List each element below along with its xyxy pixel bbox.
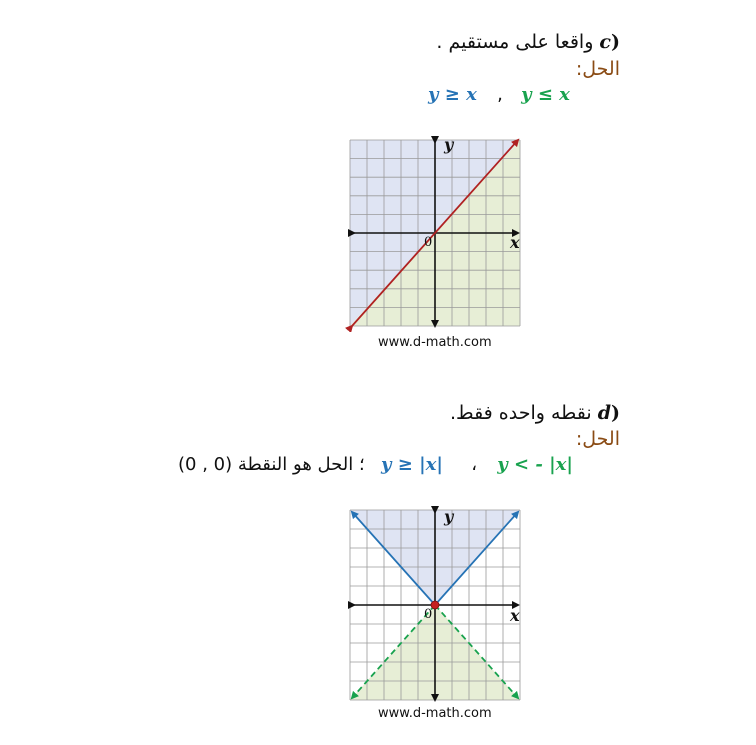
part-c-heading <box>436 31 620 53</box>
part-c-letter-char: c <box>599 31 611 53</box>
part-d-equations <box>178 454 573 475</box>
part-d-paren: ) <box>611 402 620 424</box>
part-d-separator: ، <box>471 454 477 475</box>
credit-d: www.d-math.com <box>378 706 492 721</box>
part-d-eq-blue: y ≥ |x| <box>381 454 443 475</box>
x-axis-label-c: x <box>510 233 520 252</box>
x-axis-label-d: x <box>510 606 520 625</box>
origin-label-c: 0 <box>424 235 433 250</box>
part-d-letter-char: d <box>597 402 611 424</box>
part-c-equations <box>428 84 570 105</box>
part-c-separator: , <box>497 84 503 105</box>
part-c-text: واقعا على مستقيم . <box>436 31 594 53</box>
part-d-eq-green: y < - |x| <box>497 454 573 475</box>
part-c-letter <box>599 31 620 53</box>
part-c-solution-label: الحل: <box>575 58 620 80</box>
part-c-eq-blue: y ≥ x <box>428 84 477 105</box>
graph-d <box>340 500 540 706</box>
part-c-paren: ) <box>611 31 620 53</box>
y-axis-label-c: y <box>444 135 454 154</box>
y-axis-label-d: y <box>444 507 454 526</box>
part-c-eq-green: y ≤ x <box>521 84 570 105</box>
part-d-letter <box>598 402 620 424</box>
part-d-text: نقطه واحده فقط. <box>450 402 592 424</box>
part-d-heading <box>450 402 620 424</box>
part-d-answer: ؛ الحل هو النقطة (0 , 0) <box>178 454 365 475</box>
credit-c: www.d-math.com <box>378 335 492 350</box>
part-d-solution-label: الحل: <box>575 428 620 450</box>
origin-label-d: 0 <box>424 607 433 622</box>
graph-c <box>340 130 540 332</box>
